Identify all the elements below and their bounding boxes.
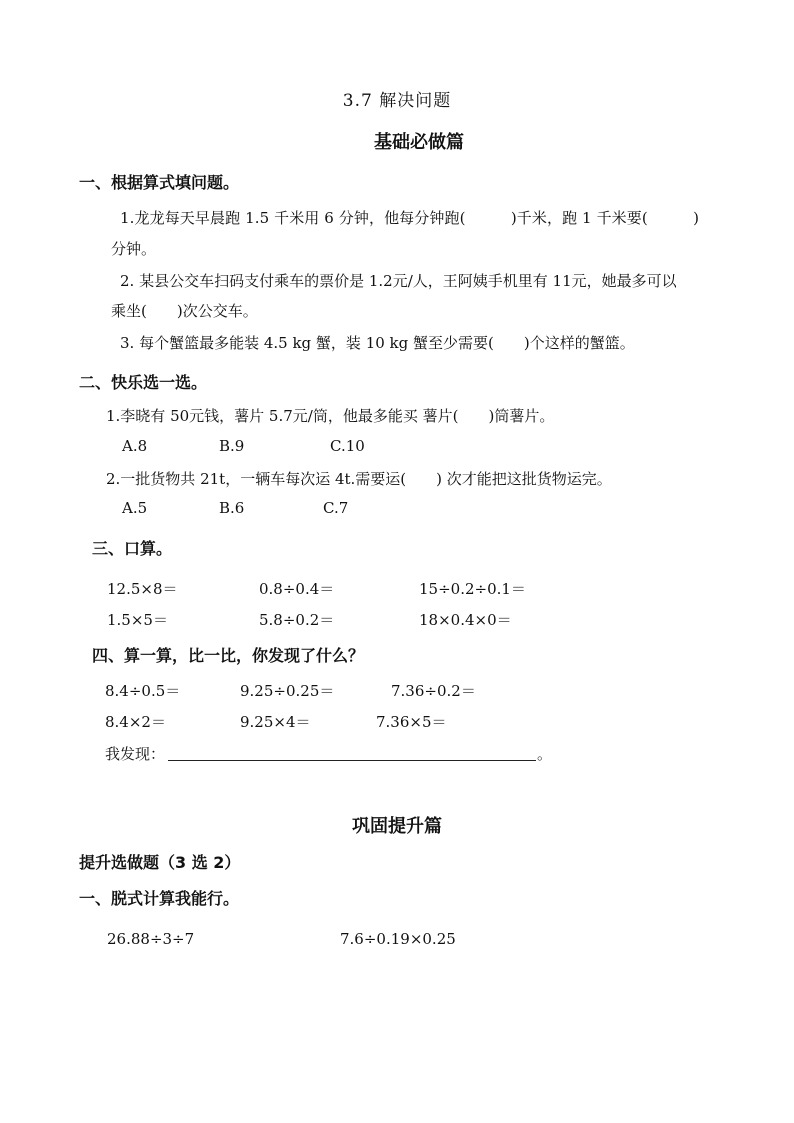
s1-question3: 3. 每个蟹篮最多能装 4.5 kg 蟹，装 10 kg 蟹至少需要( )个这样的蟹篮。 <box>120 334 635 352</box>
discovery-period: 。 <box>537 745 553 763</box>
s2-question2: 2.一批货物共 21t，一辆车每次运 4t.需要运( ) 次才能把这批货物运完。 <box>106 470 612 488</box>
part2-heading: 巩固提升篇 <box>352 816 442 837</box>
mental-calc-item: 18×0.4×0＝ <box>419 611 512 629</box>
page-title: 3.7 解决问题 <box>342 91 452 111</box>
part2-section1-heading: 一、脱式计算我能行。 <box>79 889 240 908</box>
s1-question1-line2: 分钟。 <box>111 240 157 258</box>
s2-q2-option-c: C.7 <box>323 499 349 517</box>
s2-q1-option-b: B.9 <box>219 437 245 455</box>
s1-question2-line1: 2. 某县公交车扫码支付乘车的票价是 1.2元/人，王阿姨手机里有 11元，她最多可以 <box>120 272 677 290</box>
s2-q1-option-a: A.8 <box>122 437 148 455</box>
discovery-answer-line <box>168 760 536 761</box>
s2-q2-option-b: B.6 <box>219 499 245 517</box>
section4-heading: 四、算一算，比一比，你发现了什么？ <box>92 646 365 665</box>
mental-calc-item: 12.5×8＝ <box>107 580 178 598</box>
s1-question1-line1: 1.龙龙每天早晨跑 1.5 千米用 6 分钟，他每分钟跑( )千米，跑 1 千米要( ) <box>120 209 700 227</box>
discovery-label: 我发现： <box>105 745 166 763</box>
compare-calc-item: 7.36÷0.2＝ <box>391 682 476 700</box>
stepwise-calc-item: 7.6÷0.19×0.25 <box>340 930 456 948</box>
s2-question1: 1.李晓有 50元钱，薯片 5.7元/筒，他最多能买 薯片( )筒薯片。 <box>106 407 555 425</box>
s2-q1-option-c: C.10 <box>330 437 365 455</box>
compare-calc-item: 7.36×5＝ <box>376 713 447 731</box>
mental-calc-item: 5.8÷0.2＝ <box>259 611 335 629</box>
s2-q2-option-a: A.5 <box>122 499 148 517</box>
part2-choose-heading: 提升选做题（3 选 2） <box>79 853 241 872</box>
compare-calc-item: 9.25÷0.25＝ <box>240 682 335 700</box>
section2-heading: 二、快乐选一选。 <box>79 373 208 392</box>
section1-heading: 一、根据算式填问题。 <box>79 173 240 192</box>
mental-calc-item: 15÷0.2÷0.1＝ <box>419 580 526 598</box>
compare-calc-item: 8.4÷0.5＝ <box>105 682 181 700</box>
compare-calc-item: 9.25×4＝ <box>240 713 311 731</box>
mental-calc-item: 0.8÷0.4＝ <box>259 580 335 598</box>
stepwise-calc-item: 26.88÷3÷7 <box>107 930 195 948</box>
s1-question2-line2: 乘坐( )次公交车。 <box>111 302 258 320</box>
compare-calc-item: 8.4×2＝ <box>105 713 166 731</box>
part1-heading: 基础必做篇 <box>374 132 464 153</box>
section3-heading: 三、口算。 <box>92 539 173 558</box>
mental-calc-item: 1.5×5＝ <box>107 611 168 629</box>
